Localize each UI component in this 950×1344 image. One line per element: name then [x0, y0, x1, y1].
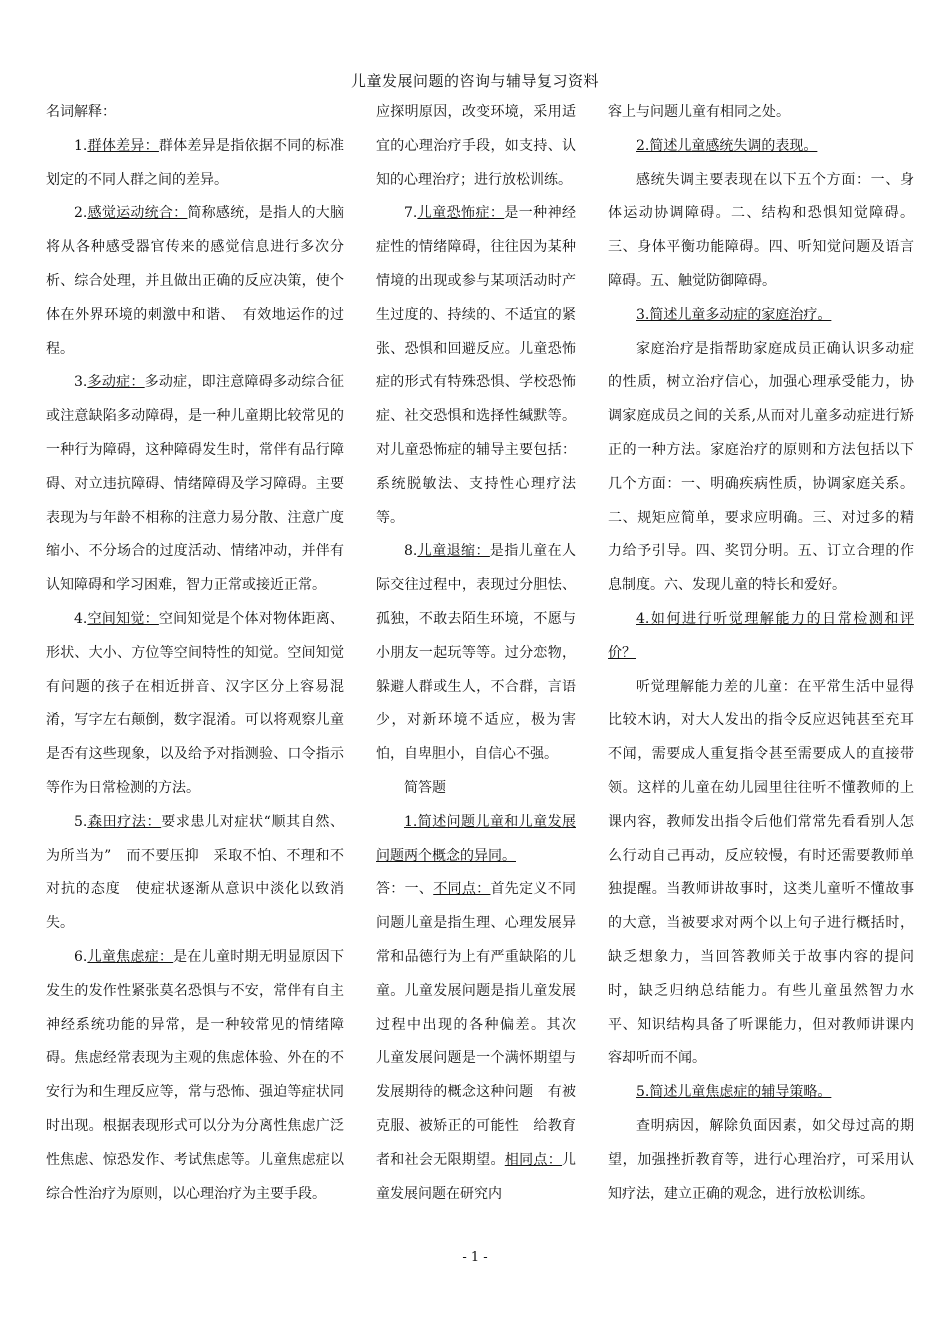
term: 群体差异：	[87, 137, 159, 154]
term: 空间知觉：	[87, 610, 159, 627]
answer: 查明病因，解除负面因素，如父母过高的期望，加强挫折教育等，进行心理治疗，可采用认知疗法，建立正确的观念，进行放松训练。	[608, 1117, 914, 1202]
column-3	[608, 96, 914, 1211]
section-heading: 名词解释：	[46, 104, 116, 120]
term: 儿童焦虑症：	[87, 948, 174, 965]
term: 儿童恐怖症：	[417, 205, 505, 222]
page-number: - 1 -	[462, 1250, 488, 1265]
item-number: 3.	[74, 374, 88, 391]
item-number: 7.	[404, 205, 418, 222]
question: 1.简述问题儿童和儿童发展问题两个概念的异同。	[376, 813, 576, 864]
question: 2.简述儿童感统失调的表现。	[636, 137, 818, 154]
answer: 感统失调主要表现在以下五个方面：一、身体运动协调障碍。二、结构和恐惧知觉障碍。三、身体平衡功能障碍。四、听知觉问题及语言障碍。五、触觉防御障碍。	[608, 171, 914, 289]
item-number: 8.	[404, 543, 418, 560]
definition: 要求患儿对症状“顺其自然、为所当为” 而不要压抑 采取不怕、不理和不对抗的态度 使症状逐渐从意识中淡化以致消失。	[46, 813, 344, 932]
definition-item	[46, 197, 344, 366]
item-number: 5.	[74, 813, 88, 830]
term: 多动症：	[87, 374, 145, 391]
section-heading: 简答题	[404, 779, 446, 796]
definition-item	[376, 535, 576, 772]
definition: 群体差异是指依据不同的标准划定的不同人群之间的差异。	[46, 137, 344, 188]
definition: 简称感统，是指人的大脑将从各种感受器官传来的感觉信息进行多次分析、综合处理，并且做出正确的反应决策，使个体在外界环境的刺激中和谐、 有效地运作的过程。	[46, 205, 344, 357]
item-number: 4.	[74, 610, 88, 627]
answer-subheading: 不同点：	[433, 881, 491, 898]
definition-item	[376, 197, 576, 535]
term: 感觉运动统合：	[87, 205, 188, 222]
continued-text: 应探明原因，改变环境，采用适宜的心理治疗手段，如支持、认知的心理治疗；进行放松训练。	[376, 104, 576, 188]
answer: 听觉理解能力差的儿童：在平常生活中显得比较木讷，对大人发出的指令反应迟钝甚至充耳不闻，需要成人重复指令甚至需要成人的直接带领。这样的儿童在幼儿园里往往听不懂教师的上课内容，教师发出指令后他们常常先看看别人怎么行动自己再动，反应较慢，有时还需要教师单独提醒。当教师讲故事时，这类儿童听不懂故事的大意，当被要求对两个以上句子进行概括时，缺乏想象力，当回答教师关于故事内容的提问时，缺乏归纳总结能力。有些儿童虽然智力水平、知识结构具备了听课能力，但对教师讲课内容却听而不闻。	[608, 678, 914, 1067]
question: 5.简述儿童焦虑症的辅导策略。	[636, 1084, 832, 1101]
term: 森田疗法：	[87, 813, 162, 830]
definition-item	[46, 603, 344, 806]
definition: 是在儿童时期无明显原因下发生的发作性紧张莫名恐惧与不安，常伴有自主神经系统功能的异常，是一种较常见的情绪障碍。焦虑经常表现为主观的焦虑体验、外在的不安行为和生理反应等，常与恐怖、强迫等症状同时出现。根据表现形式可以分为分离性焦虑广泛性焦虑、惊恐发作、考试焦虑等。儿童焦虑症以综合性治疗为原则，以心理治疗为主要手段。	[46, 948, 345, 1202]
answer: 答：一、不同点：首先定义不同 问题儿童是指生理、心理发展异常和品德行为上有严重缺陷的儿童。儿童发展问题是指儿童发展过程中出现的各种偏差。其次 儿童发展问题是一个满怀期望与发展期待的概念这种问题 有被克服、被矫正的可能性 给教育者和社会无限期望。相同点：儿童发展问题在研究内	[376, 881, 591, 1202]
question: 4.如何进行听觉理解能力的日常检测和评价？	[608, 610, 914, 661]
definition-item	[46, 366, 344, 603]
definition: 多动症，即注意障碍多动综合征或注意缺陷多动障碍，是一种儿童期比较常见的一种行为障碍，这种障碍发生时，常伴有品行障碍、对立违抗障碍、情绪障碍及学习障碍。主要表现为与年龄不相称的注意力易分散、注意广度缩小、不分场合的过度活动、情绪冲动，并伴有认知障碍和学习困难，智力正常或接近正常。	[46, 374, 345, 594]
continued-text: 容上与问题儿童有相同之处。	[608, 104, 790, 120]
item-number: 1.	[74, 137, 88, 154]
definition: 是一种神经症性的情绪障碍，往往因为某种情境的出现或参与某项活动时产生过度的、持续的、不适宜的紧张、恐惧和回避反应。儿童恐怖症的形式有特殊恐惧、学校恐怖症、社交恐惧和选择性缄默等。对儿童恐怖症的辅导主要包括：系统脱敏法、支持性心理疗法等。	[376, 205, 576, 526]
column-2	[376, 96, 591, 1211]
definition-item	[46, 806, 344, 941]
document-title: 儿童发展问题的咨询与辅导复习资料	[350, 72, 599, 90]
item-number: 6.	[74, 948, 88, 965]
question: 3.简述儿童多动症的家庭治疗。	[636, 306, 832, 323]
definition: 是指儿童在人际交往过程中，表现过分胆怯、孤独，不敢去陌生环境，不愿与小朋友一起玩等等。过分恋物，躲避人群或生人，不合群，言语少，对新环境不适应，极为害怕，自卑胆小，自信心不强。	[376, 543, 576, 763]
definition-item	[46, 130, 344, 198]
item-number: 2.	[74, 205, 88, 222]
term: 儿童退缩：	[417, 543, 490, 560]
column-1	[46, 96, 344, 1211]
answer-subheading: 相同点：	[504, 1151, 563, 1168]
answer: 家庭治疗是指帮助家庭成员正确认识多动症的性质，树立治疗信心，加强心理承受能力，协调家庭成员之间的关系,从而对儿童多动症进行矫正的一种方法。家庭治疗的原则和方法包括以下几个方面：一、明确疾病性质，协调家庭关系。二、规矩应简单，要求应明确。三、对过多的精力给予引导。四、奖罚分明。五、订立合理的作息制度。六、发现儿童的特长和爱好。	[608, 340, 914, 594]
definition: 空间知觉是个体对物体距离、形状、大小、方位等空间特性的知觉。空间知觉有问题的孩子在相近拼音、汉字区分上容易混淆，写字左右颠倒，数字混淆。可以将观察儿童是否有这些现象，以及给予对指测验、口令指示等作为日常检测的方法。	[46, 610, 344, 796]
definition-item	[46, 941, 344, 1211]
